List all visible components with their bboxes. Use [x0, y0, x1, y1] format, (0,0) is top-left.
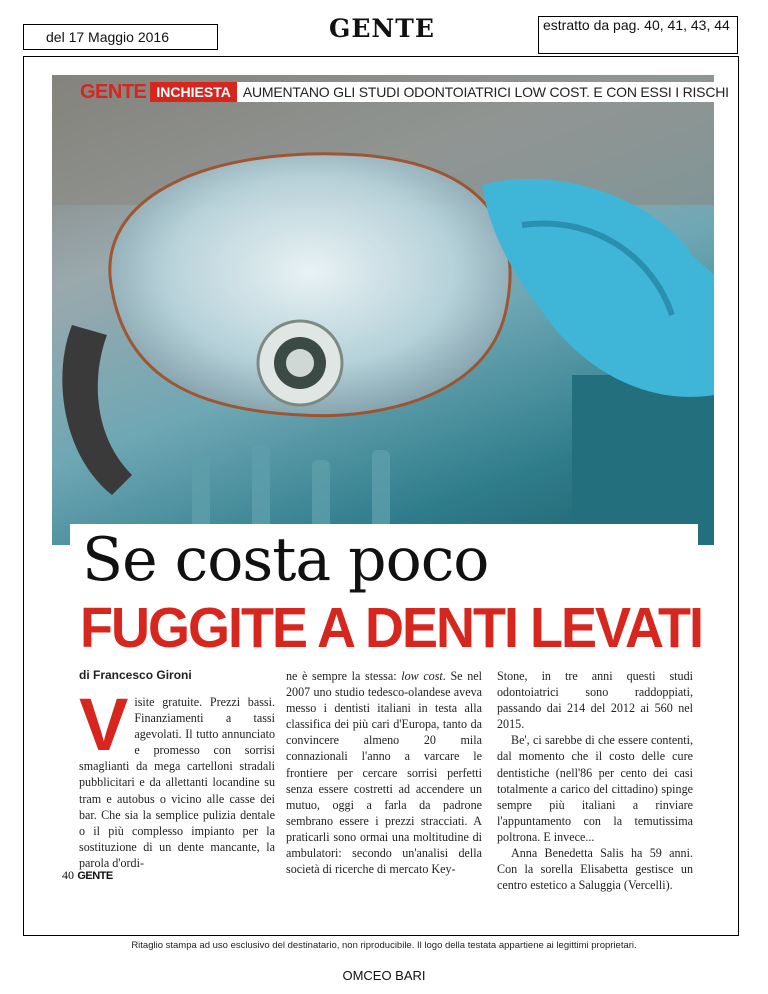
- column-3-paragraph-1: Stone, in tre anni questi studi odontoiatrici sono raddoppiati, passando dai 214 del 2012 ai 560 nel 2015.: [497, 669, 693, 732]
- page-number: 40: [62, 868, 74, 882]
- column-2-emphasis: low cost: [401, 669, 443, 683]
- headline-line-2: FUGGITE A DENTI LEVATI: [80, 596, 702, 660]
- section-tag: INCHIESTA: [150, 82, 236, 102]
- page-footer: [62, 868, 113, 883]
- column-1-text: isite gratuite. Prezzi bassi. Finanziamenti a tassi agevolati. Il tutto annunciato e promesso con sorrisi smaglianti da mega cartelloni stradali pubblicitari e da allettanti locandine su tram e autobus o vicino alle casse dei bar. Che sia la semplice pulizia dentale o il più complesso impianto per la sostituzione di un dente mancante, la parola d'ordi-: [79, 695, 275, 870]
- section-tag-bar: [80, 82, 735, 102]
- article-column-1: [79, 683, 275, 871]
- byline: di Francesco Gironi: [79, 668, 192, 682]
- date-text: del 17 Maggio 2016: [46, 28, 169, 45]
- brand-tag: GENTE: [80, 80, 147, 103]
- dental-lamp-illustration: [52, 75, 714, 545]
- topic-tag: AUMENTANO GLI STUDI ODONTOIATRICI LOW COST. E CON ESSI I RISCHI: [237, 82, 735, 102]
- extract-text: estratto da pag. 40, 41, 43, 44: [543, 17, 730, 33]
- headline-box: [70, 524, 702, 662]
- extract-box: [538, 16, 738, 54]
- column-3-paragraph-2: Be', ci sarebbe di che essere contenti, dal momento che il costo delle cure dentistiche (nell'86 per cento dei casi totalmente a carico del cittadino) spinge sempre più italiani a rinviare l'appuntamento con la temutissima poltrona. E invece...: [497, 733, 693, 844]
- article-column-2: [286, 668, 482, 877]
- disclaimer: Ritaglio stampa ad uso esclusivo del destinatario, non riproducibile. Il logo della testata appartiene ai legittimi proprietari.: [131, 940, 637, 951]
- date-box: [23, 24, 218, 50]
- dental-lamp-photo: [52, 75, 714, 545]
- column-2-text-b: . Se nel 2007 uno studio tedesco-olandese aveva messo i dentisti italiani in testa alla classifica dei più cari d'Europa, tanto da convincere almeno 20 mila connazionali l'anno a varcare le frontiere per cercare sorrisi perfetti senza essere costretti ad accendere un mutuo, oggi a farla da padrone sembrano essere i prezzi stracciati. A praticarli sono ormai una moltitudine di ambulatori: secondo un'analisi della società di ricerche di mercato Key-: [286, 669, 482, 877]
- headline-line-1: Se costa poco: [82, 525, 489, 595]
- drop-cap: V: [79, 683, 129, 766]
- column-3-paragraph-3: Anna Benedetta Salis ha 59 anni. Con la sorella Elisabetta gestisce un centro estetico a Saluggia (Vercelli).: [497, 846, 693, 893]
- page-brand: GENTE: [77, 870, 113, 882]
- bottom-label: OMCEO BARI: [342, 968, 426, 983]
- masthead-logo: GENTE: [329, 14, 435, 43]
- article-column-3: [497, 668, 693, 893]
- column-2-text-a: ne è sempre la stessa:: [286, 669, 402, 683]
